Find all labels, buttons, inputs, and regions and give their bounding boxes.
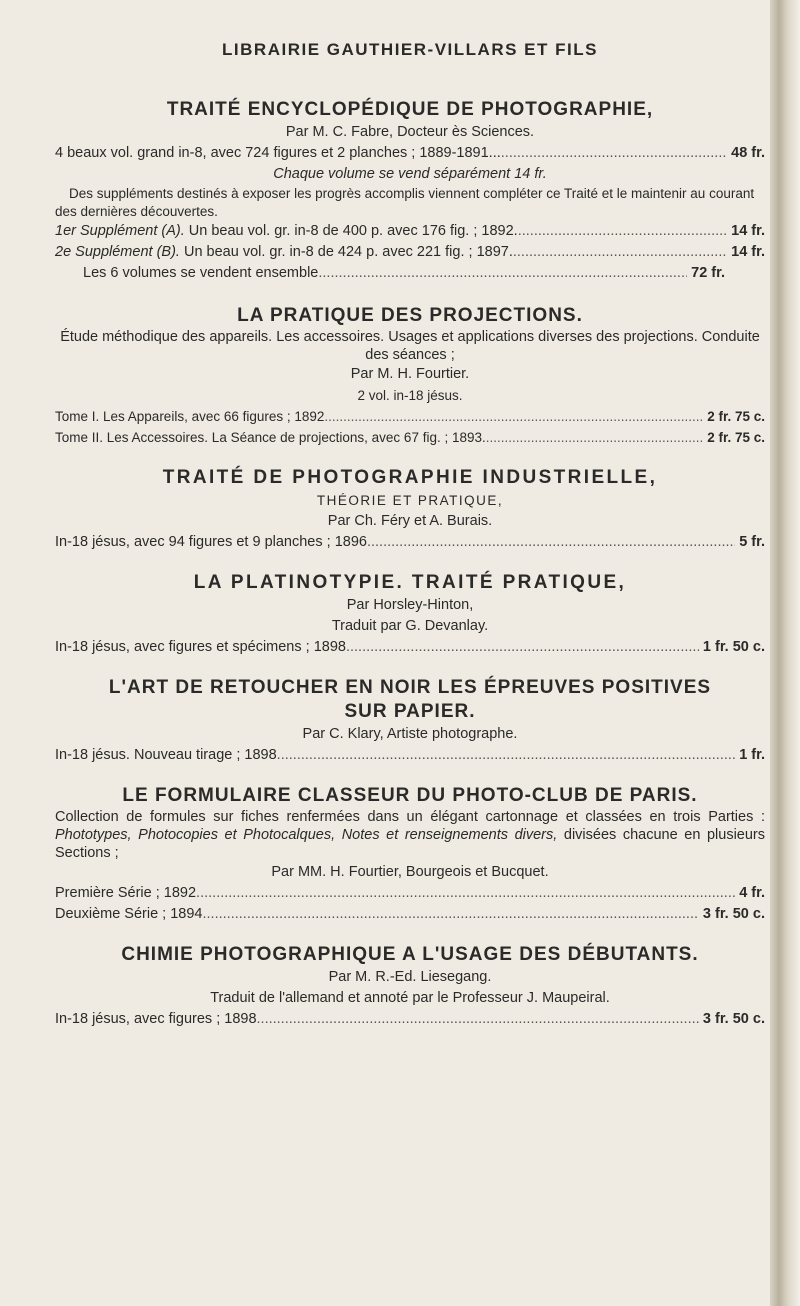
book-subtitle: THÉORIE ET PRATIQUE, [316, 493, 504, 508]
supplement-line: 2e Supplément (B). Un beau vol. gr. in-8 de 424 p. avec 221 fig. ; 1897. ..... 14 fr. [55, 242, 765, 263]
catalog-content [55, 40, 765, 1048]
book-title: LA PLATINOTYPIE. TRAITÉ PRATIQUE, [193, 572, 627, 593]
book-entry [55, 943, 765, 1030]
book-author: Par Ch. Féry et A. Burais. [327, 513, 493, 529]
book-entry [55, 304, 765, 448]
book-title: LE FORMULAIRE CLASSEUR DU PHOTO-CLUB DE PARIS. [122, 785, 698, 806]
book-description: Étude méthodique des appareils. Les accessoires. Usages et applications diverses des projections. Conduite des séances ; [60, 329, 760, 363]
book-title: LA PRATIQUE DES PROJECTIONS. [237, 305, 583, 326]
book-title: L'ART DE RETOUCHER EN NOIR LES ÉPREUVES POSITIVES [108, 677, 712, 698]
book-price-line: In-18 jésus. Nouveau tirage ; 1898 ..... 1 fr. [55, 745, 765, 766]
book-entry [55, 466, 765, 553]
book-title-continued: SUR PAPIER. [344, 701, 476, 722]
book-author: Par Horsley-Hinton, [346, 597, 474, 613]
serie-line: Première Série ; 1892 ..... 4 fr. [55, 883, 765, 904]
tome-line: Tome II. Les Accessoires. La Séance de projections, avec 67 fig. ; 1893. ..... 2 fr. 75 c. [55, 427, 765, 448]
book-price-line: In-18 jésus, avec figures ; 1898 ..... 3 fr. 50 c. [55, 1009, 765, 1030]
tome-line: Tome I. Les Appareils, avec 66 figures ; 1892 ..... 2 fr. 75 c. [55, 406, 765, 427]
book-translator: Traduit par G. Devanlay. [331, 618, 489, 634]
book-note: Chaque volume se vend séparément 14 fr. [273, 166, 547, 182]
book-author: Par MM. H. Fourtier, Bourgeois et Bucquet. [271, 864, 549, 880]
book-author: Par M. H. Fourtier. [350, 366, 470, 382]
book-entry [55, 784, 765, 925]
book-price-line: 4 beaux vol. grand in-8, avec 724 figures et 2 planches ; 1889-1891... ..... 48 fr. [55, 143, 765, 164]
book-format: 2 vol. in-18 jésus. [357, 388, 463, 403]
book-price-line: In-18 jésus, avec 94 figures et 9 planches ; 1896 ..... 5 fr. [55, 532, 765, 553]
book-entry [55, 98, 765, 284]
book-author: Par M. R.-Ed. Liesegang. [328, 969, 492, 985]
book-price-line: In-18 jésus, avec figures et spécimens ; 1898 ..... 1 fr. 50 c. [55, 637, 765, 658]
book-title: CHIMIE PHOTOGRAPHIQUE A L'USAGE DES DÉBUTANTS. [121, 944, 699, 965]
book-title: TRAITÉ ENCYCLOPÉDIQUE DE PHOTOGRAPHIE, [166, 99, 654, 120]
serie-line: Deuxième Série ; 1894 ..... 3 fr. 50 c. [55, 904, 765, 925]
book-author: Par M. C. Fabre, Docteur ès Sciences. [285, 124, 535, 140]
supplement-line: 1er Supplément (A). Un beau vol. gr. in-8 de 400 p. avec 176 fig. ; 1892. ..... 14 fr. [55, 221, 765, 242]
book-entry [55, 676, 765, 766]
book-title: TRAITÉ DE PHOTOGRAPHIE INDUSTRIELLE, [162, 467, 658, 488]
book-description: Des suppléments destinés à exposer les progrès accomplis viennent compléter ce Traité et le maintenir au courant des dernières découvertes. [55, 186, 755, 219]
publisher-header: LIBRAIRIE GAUTHIER-VILLARS ET FILS [222, 40, 598, 59]
total-line: Les 6 volumes se vendent ensemble ..... 72 fr. [55, 263, 765, 284]
book-translator: Traduit de l'allemand et annoté par le Professeur J. Maupeiral. [210, 990, 610, 1006]
book-entry [55, 571, 765, 658]
book-description: Collection de formules sur fiches renfermées dans un élégant cartonnage et classées en trois Parties : Phototypes, Photocopies et Photocalques, Notes et renseignements divers, divisées chacune en plusieurs Sections ; [55, 809, 765, 861]
book-author: Par C. Klary, Artiste photographe. [302, 726, 518, 742]
page-edge-shadow [770, 0, 800, 1306]
